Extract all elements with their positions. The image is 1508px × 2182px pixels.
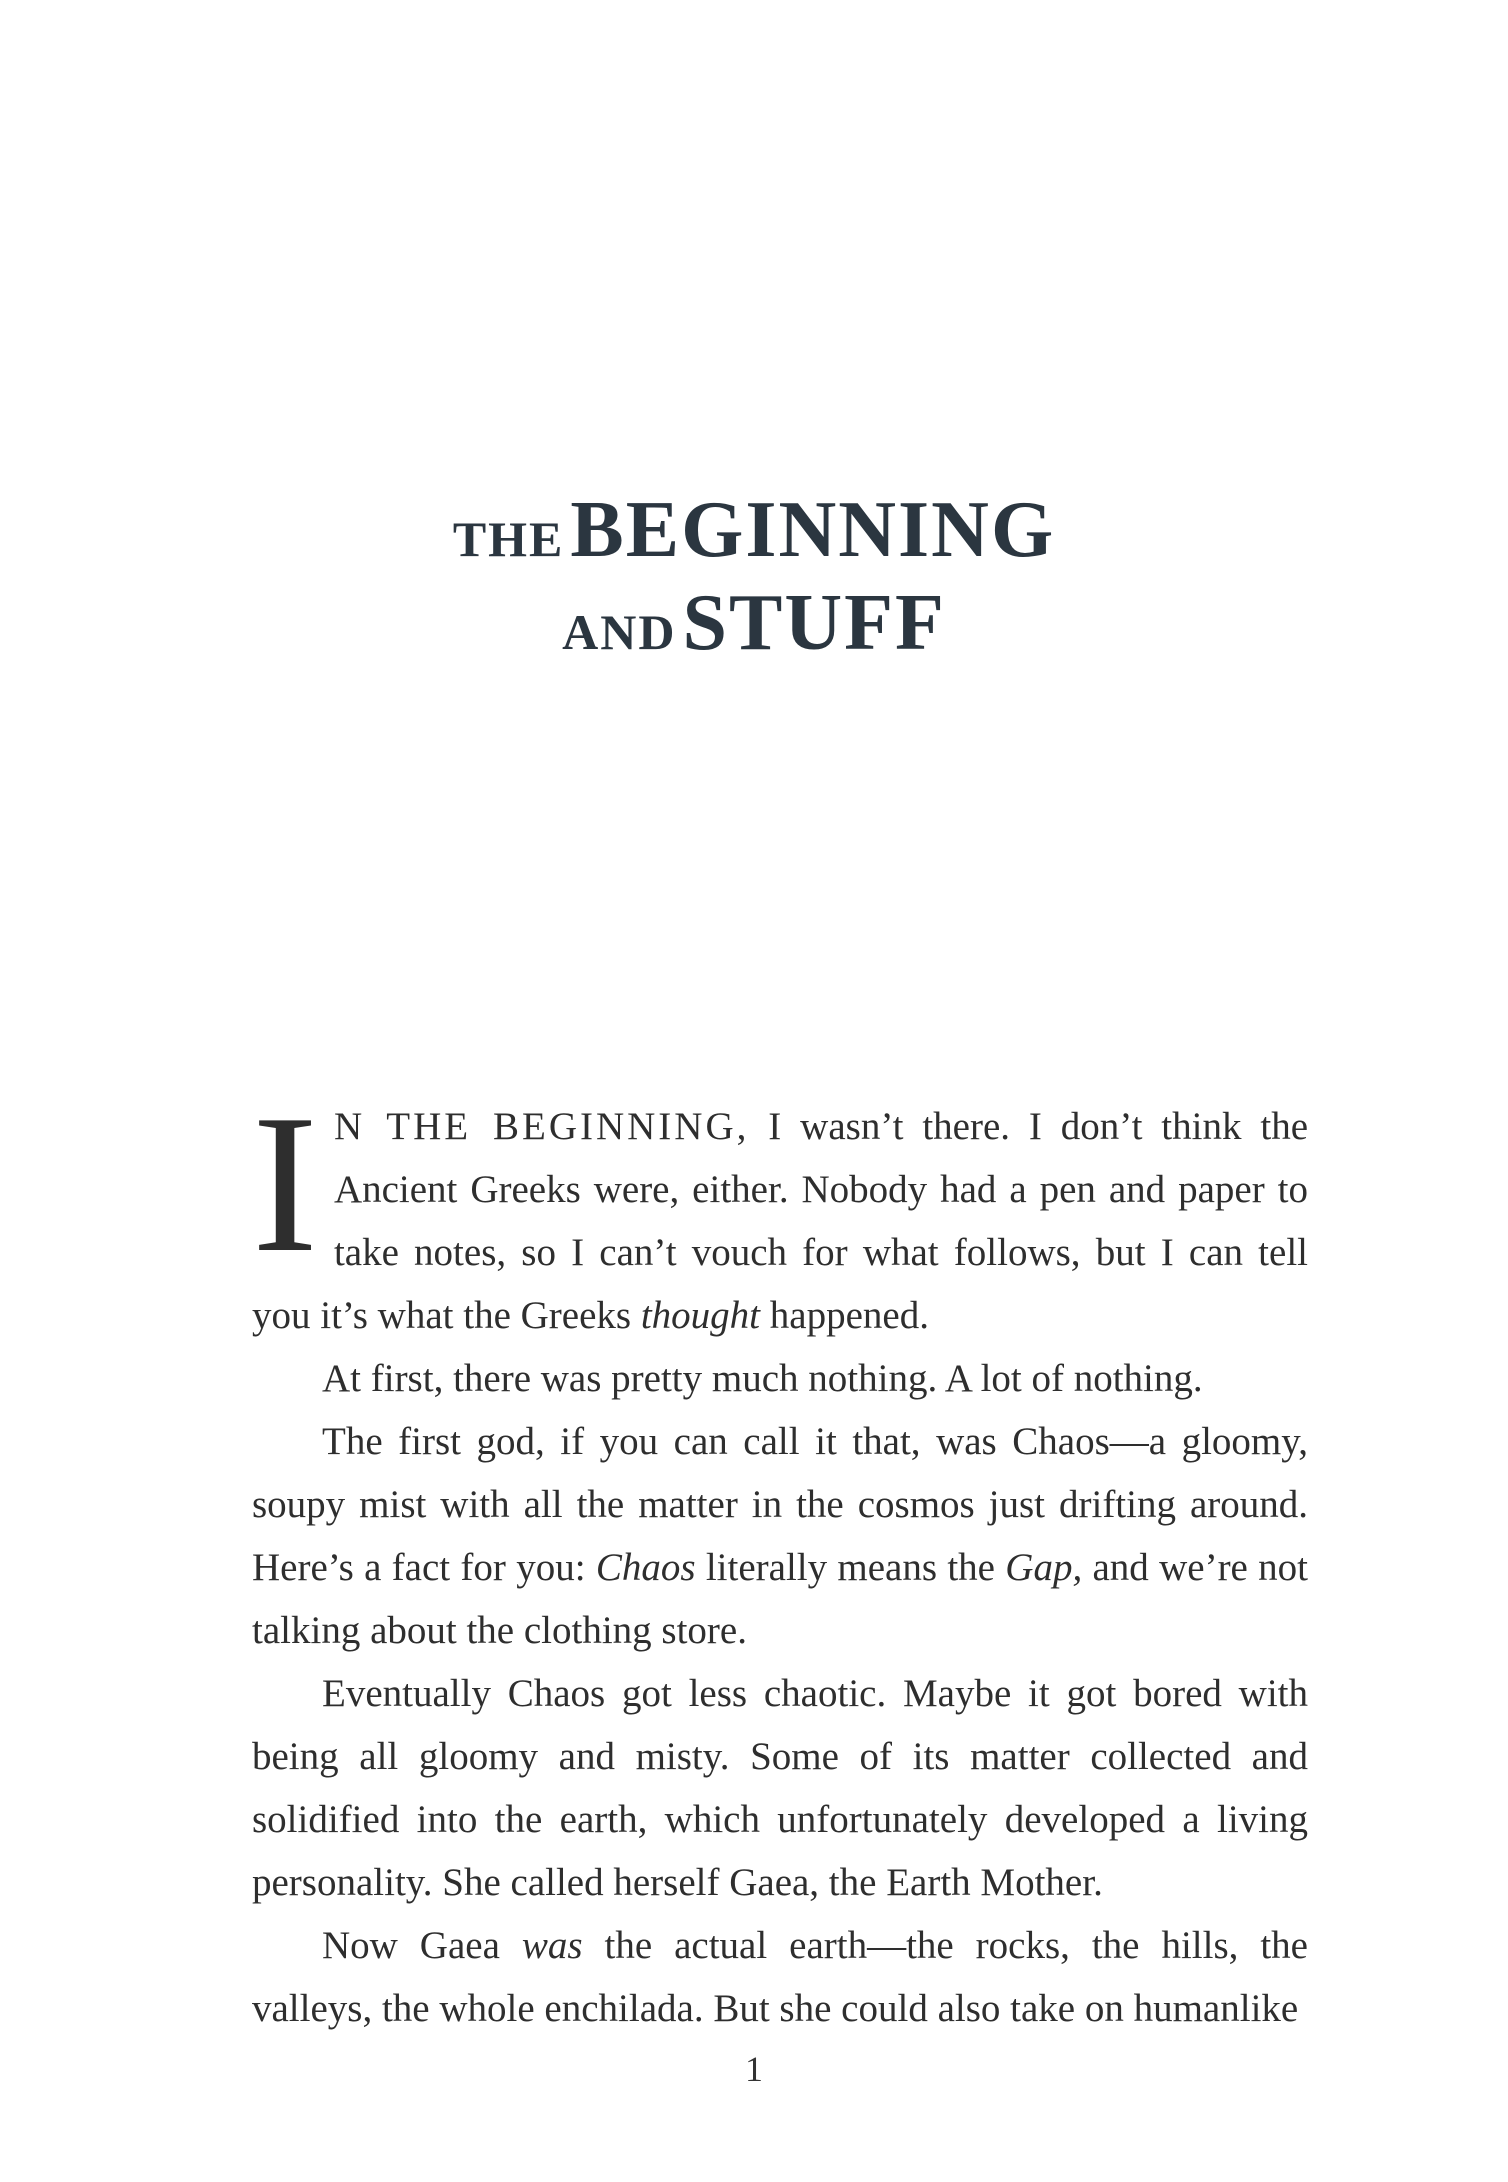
- drop-cap: I: [252, 1074, 318, 1293]
- paragraph-2: [252, 1347, 1308, 1410]
- title-word-the: THE: [452, 511, 565, 567]
- title-word-stuff: STUFF: [682, 579, 946, 667]
- paragraph-3-emphasis-gap: Gap,: [1005, 1546, 1083, 1589]
- paragraph-1: [252, 1074, 1309, 1347]
- paragraph-3: [252, 1410, 1308, 1662]
- paragraph-3-text-b: literally means the: [695, 1546, 1006, 1589]
- paragraph-1-emphasis: thought: [640, 1294, 761, 1337]
- title-word-and: AND: [562, 604, 677, 660]
- page-number: 1: [745, 2049, 763, 2089]
- chapter-body: [252, 1074, 1309, 2040]
- paragraph-5-emphasis: was: [521, 1924, 583, 1967]
- paragraph-5: [252, 1914, 1308, 2040]
- paragraph-5-text-b: the actual earth—the rocks, the hills, the valleys, the whole enchilada. But she could also take on humanlike: [252, 1924, 1308, 2030]
- paragraph-4: [252, 1662, 1308, 1914]
- paragraph-3-text-c: and we’re not talking about the clothing store.: [252, 1546, 1308, 1652]
- title-word-beginning: BEGINNING: [570, 486, 1056, 574]
- chapter-title-line-1: [0, 485, 1508, 576]
- paragraph-1-text-a: I wasn’t there. I don’t think the Ancient Greeks were, either. Nobody had a pen and paper to take notes, so I can’t vouch for what follows, but I can tell you it’s what the Greeks: [252, 1105, 1309, 1337]
- paragraph-3-text-a: The first god, if you can call it that, was Chaos—a gloomy, soupy mist with all the matter in the cosmos just drifting around. Here’s a fact for you:: [252, 1420, 1308, 1589]
- paragraph-2-text: At first, there was pretty much nothing. A lot of nothing.: [322, 1357, 1203, 1400]
- paragraph-5-text-a: Now Gaea: [322, 1924, 522, 1967]
- chapter-title-line-2: [0, 578, 1508, 669]
- paragraph-4-text: Eventually Chaos got less chaotic. Maybe it got bored with being all gloomy and misty. Some of its matter collected and solidified into the earth, which unfortunately developed a living personality. She called herself Gaea, the Earth Mother.: [252, 1672, 1308, 1904]
- lead-in-small-caps: N THE BEGINNING,: [333, 1105, 750, 1148]
- paragraph-1-text-b: happened.: [760, 1294, 929, 1337]
- paragraph-3-emphasis-chaos: Chaos: [595, 1546, 696, 1589]
